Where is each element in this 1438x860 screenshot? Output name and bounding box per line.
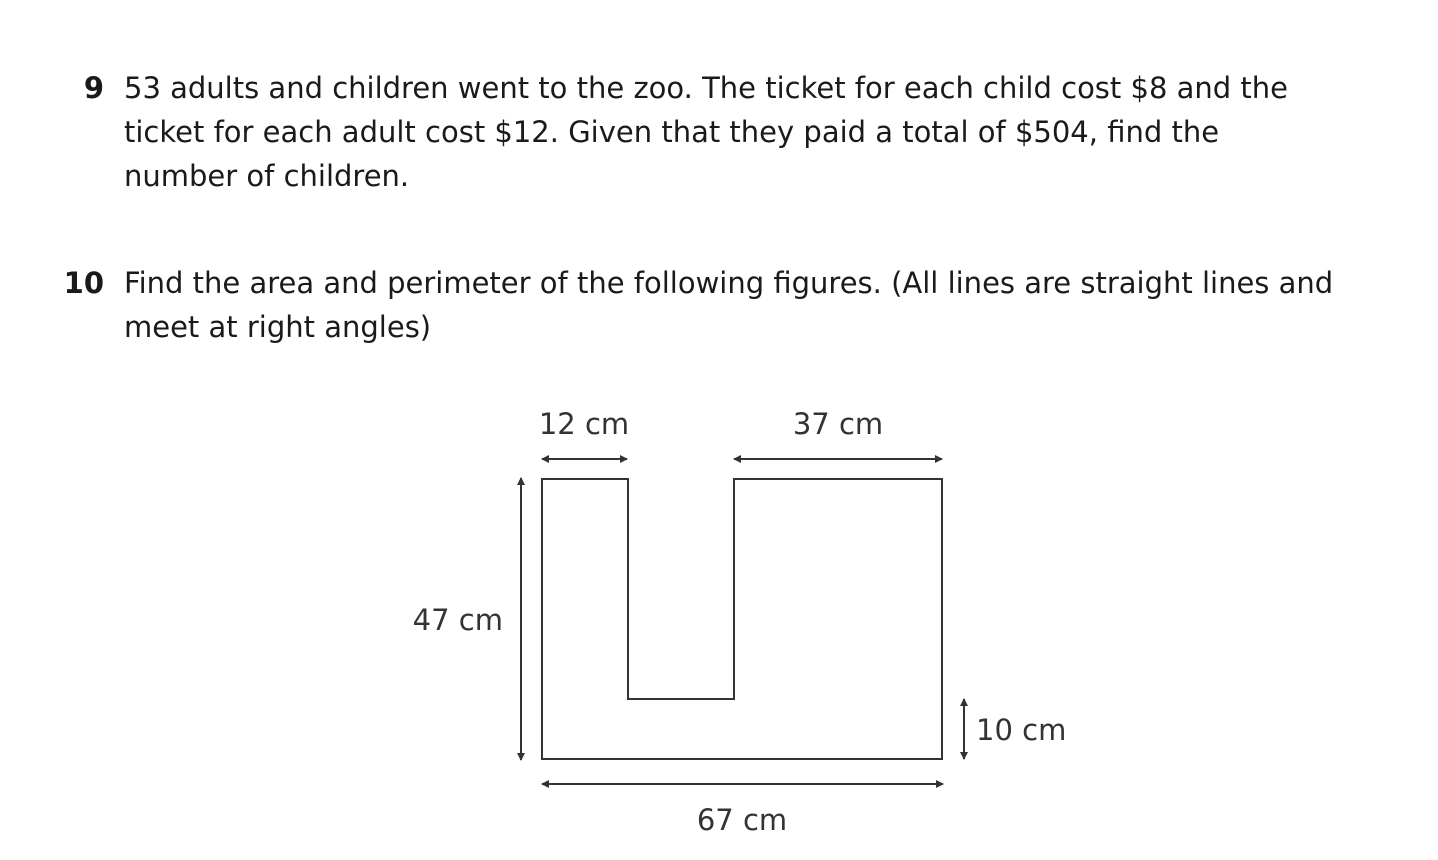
top-right-width-label: 37 cm [792,407,884,441]
question-text-line: ticket for each adult cost $12. Given that they paid a total of $504, find the [124,115,1220,149]
top-left-width-label: 12 cm [538,407,630,441]
question-text-line: 53 adults and children went to the zoo. The ticket for each child cost $8 and the [124,71,1288,105]
bottom-height-label: 10 cm [976,713,1067,747]
question-text-line: number of children. [124,159,410,193]
question-number: 10 [63,266,104,300]
question-text-line: meet at right angles) [124,310,432,344]
bottom-width-label: 67 cm [696,803,788,837]
u-shape-outline [542,479,942,759]
question-number: 9 [83,71,104,105]
question-text-line: Find the area and perimeter of the following figures. (All lines are straight lines and [124,266,1334,300]
height-label: 47 cm [412,603,503,637]
